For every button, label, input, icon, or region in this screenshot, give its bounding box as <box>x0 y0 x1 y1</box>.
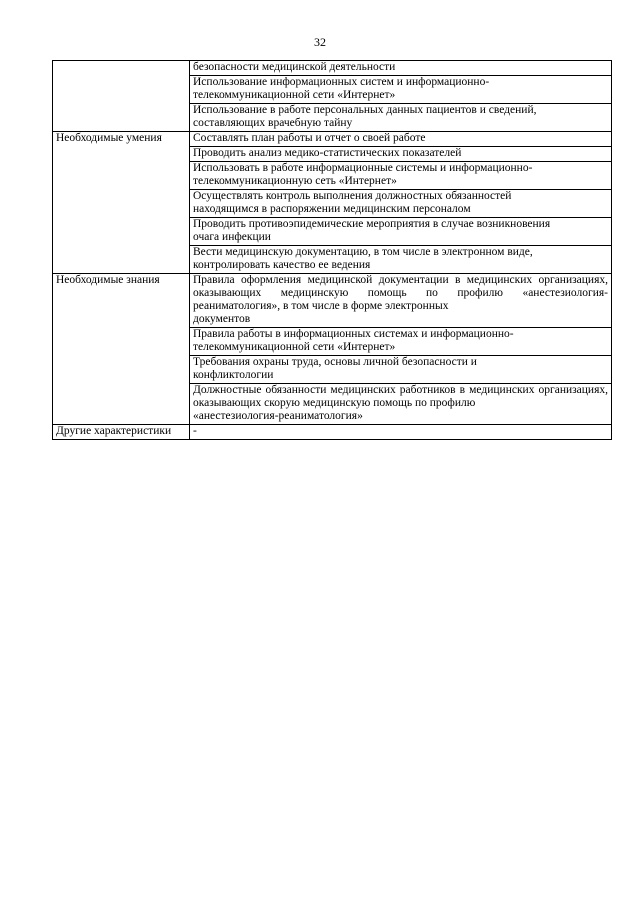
item-text: очага инфекции <box>193 231 271 243</box>
item-text: Использовать в работе информационные системы и информационно- <box>193 162 533 174</box>
table-row <box>53 274 612 328</box>
empty-label-cell <box>53 61 190 132</box>
table-row <box>53 61 612 76</box>
item-text: телекоммуникационную сеть «Интернет» <box>193 175 397 187</box>
list-item <box>190 356 612 384</box>
page-number: 32 <box>314 35 326 49</box>
item-text: Должностные обязанности медицинских работников в медицинских организациях, оказывающих скорую медицинскую помощь по профилю <box>193 384 608 409</box>
qualification-table <box>52 60 612 440</box>
list-item <box>190 147 612 162</box>
table-row <box>53 132 612 147</box>
item-text: Правила оформления медицинской документации в медицинских организациях, оказывающих медицинскую помощь по профилю «анестезиология-реаниматология», в том числе в форме электронных <box>193 274 608 312</box>
item-text: Использование информационных систем и информационно- <box>193 76 490 88</box>
item-text: документов <box>193 313 251 325</box>
skills-label: Необходимые умения <box>53 132 190 274</box>
list-item <box>190 61 612 76</box>
item-text: конфликтологии <box>193 369 274 381</box>
item-text: контролировать качество ее ведения <box>193 259 371 271</box>
list-item <box>190 132 612 147</box>
list-item <box>190 328 612 356</box>
list-item <box>190 246 612 274</box>
item-text: находящимся в распоряжении медицинским персоналом <box>193 203 471 215</box>
item-text: безопасности медицинской деятельности <box>193 61 396 73</box>
item-text: Требования охраны труда, основы личной безопасности и <box>193 356 477 368</box>
item-text: телекоммуникационной сети «Интернет» <box>193 89 396 101</box>
item-text: Проводить противоэпидемические мероприятия в случае возникновения <box>193 218 551 230</box>
other-value: - <box>190 425 612 440</box>
item-text: составляющих врачебную тайну <box>193 117 353 129</box>
table-row <box>53 425 612 440</box>
list-item <box>190 384 612 425</box>
item-text: «анестезиология-реаниматология» <box>193 410 363 422</box>
item-text: Проводить анализ медико-статистических показателей <box>193 147 462 159</box>
item-text: Использование в работе персональных данных пациентов и сведений, <box>193 104 537 116</box>
list-item <box>190 274 612 328</box>
item-text: телекоммуникационной сети «Интернет» <box>193 341 396 353</box>
other-label: Другие характеристики <box>53 425 190 440</box>
list-item <box>190 76 612 104</box>
list-item <box>190 190 612 218</box>
list-item <box>190 104 612 132</box>
item-text: Составлять план работы и отчет о своей работе <box>193 132 426 144</box>
knowledge-label: Необходимые знания <box>53 274 190 425</box>
list-item <box>190 162 612 190</box>
item-text: Вести медицинскую документацию, в том числе в электронном виде, <box>193 246 533 258</box>
list-item <box>190 218 612 246</box>
item-text: Правила работы в информационных системах и информационно- <box>193 328 514 340</box>
item-text: Осуществлять контроль выполнения должностных обязанностей <box>193 190 512 202</box>
